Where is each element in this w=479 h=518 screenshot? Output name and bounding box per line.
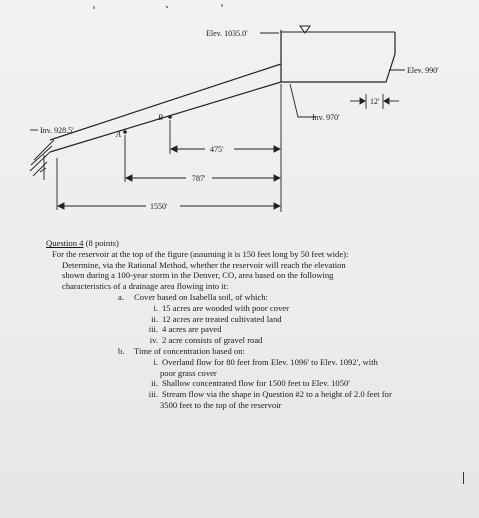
item-b-label: b. bbox=[118, 345, 125, 356]
item-number: ii. bbox=[151, 313, 158, 324]
item-a-iv bbox=[46, 335, 458, 346]
reservoir-outline bbox=[281, 30, 395, 82]
item-b-iii-cont: 3500 feet to the top of the reservoir bbox=[160, 399, 282, 410]
point-a-dot bbox=[123, 130, 127, 134]
item-number: i. bbox=[153, 356, 158, 367]
text-cursor bbox=[463, 472, 464, 484]
item-text: 12 acres are treated cultivated land bbox=[162, 313, 282, 324]
item-a bbox=[46, 292, 458, 303]
intro-line-4: characteristics of a drainage area flowing into it: bbox=[62, 281, 229, 292]
item-number: ii. bbox=[151, 378, 158, 389]
inv-970-label: Inv. 970' bbox=[312, 113, 340, 122]
item-a-text: Cover based on Isabella soil, of which: bbox=[134, 291, 268, 302]
elev-1035-label: Elev. 1035.0' bbox=[206, 29, 248, 38]
question-heading bbox=[46, 238, 458, 249]
item-text: Shallow concentrated flow for 1500 feet to Elev. 1050' bbox=[162, 378, 350, 389]
point-b-dot bbox=[168, 115, 172, 119]
question-title: Question 4 bbox=[46, 238, 84, 248]
item-number: iii. bbox=[148, 389, 158, 400]
question-points: (8 points) bbox=[83, 238, 119, 248]
intro-line-3: shown during a 100-year storm in the Denver, CO, area based on the following bbox=[62, 270, 334, 281]
dim-1550-arrow bbox=[58, 203, 280, 209]
item-number: iv. bbox=[149, 335, 158, 346]
top-crop-marks bbox=[94, 4, 222, 9]
point-a-label: A bbox=[116, 130, 121, 139]
question-4-text bbox=[46, 238, 458, 411]
pipe bbox=[50, 64, 281, 152]
item-a-ii bbox=[46, 314, 458, 325]
item-b-iii bbox=[46, 389, 458, 400]
item-text: Stream flow via the shape in Question #2 to a height of 2.0 feet for bbox=[162, 389, 392, 400]
elev-990-label: Elev. 990' bbox=[407, 66, 439, 75]
item-a-i bbox=[46, 303, 458, 314]
intro-line-2: Determine, via the Rational Method, whether the reservoir will reach the elevation bbox=[62, 259, 346, 270]
item-b-text: Time of concentration based on: bbox=[134, 345, 245, 356]
item-text: 4 acres are paved bbox=[162, 324, 222, 335]
item-a-iii bbox=[46, 324, 458, 335]
dim-475-label: 475' bbox=[210, 145, 224, 154]
dim-12-label: 12' bbox=[370, 97, 380, 106]
dim-1550-label: 1550' bbox=[150, 202, 168, 211]
item-text: 2 acre consists of gravel road bbox=[162, 335, 263, 346]
inv-928-label: Inv. 928.5' bbox=[40, 126, 74, 135]
extension-lines bbox=[57, 84, 281, 212]
outlet-ground-hatch bbox=[30, 140, 54, 180]
item-a-label: a. bbox=[118, 291, 124, 302]
item-b-i-cont: poor grass cover bbox=[160, 367, 217, 378]
item-text: 15 acres are wooded with poor cover bbox=[162, 302, 289, 313]
dim-475-arrow bbox=[171, 146, 280, 152]
item-number: iii. bbox=[148, 324, 158, 335]
item-number: i. bbox=[153, 302, 158, 313]
item-b bbox=[46, 346, 458, 357]
intro-line-1: For the reservoir at the top of the figure (assuming it is 150 feet long by 50 feet wide): bbox=[52, 248, 349, 259]
item-text: Overland flow for 80 feet from Elev. 1096' to Elev. 1092', with bbox=[162, 356, 378, 367]
item-b-i bbox=[46, 357, 458, 368]
item-b-ii bbox=[46, 378, 458, 389]
reservoir-pipe-diagram bbox=[0, 0, 479, 230]
point-b-label: B bbox=[158, 113, 163, 122]
dim-787-label: 787' bbox=[192, 174, 206, 183]
